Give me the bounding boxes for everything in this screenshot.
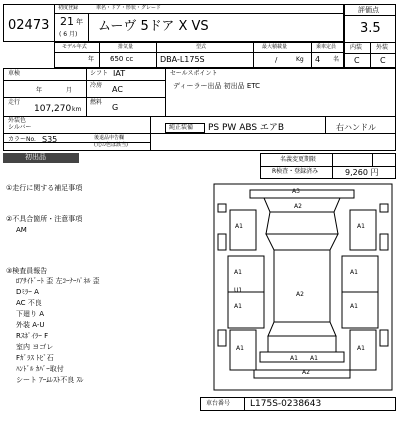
chassis-label: 車台番号 xyxy=(206,400,231,407)
inspection-month-unit: 月 xyxy=(66,87,73,94)
report-item: AC 不良 xyxy=(16,299,42,307)
damage-code: A2 xyxy=(302,369,310,376)
damage-code: U1 xyxy=(234,287,243,294)
repaint-note: (元の色は該当) xyxy=(94,142,128,148)
report-item: Fｶﾞﾗｽ ﾄﾋﾞ石 xyxy=(16,354,54,362)
lot-number: 02473 xyxy=(8,18,50,33)
report-item: 下廻り A xyxy=(16,310,45,318)
registered-value: 9,260 円 xyxy=(345,168,379,177)
report-item: ﾊﾝﾄﾞﾙ ｶﾊﾞｰ取付 xyxy=(16,365,64,373)
damage-code: A1 xyxy=(234,303,242,310)
transfer-deadline-label: 名義変更期限 xyxy=(280,156,317,163)
exterior-color-value: シルバー xyxy=(8,124,32,131)
damage-code: A1 xyxy=(357,223,365,230)
type-label: 型式 xyxy=(196,44,207,50)
damage-code: A1 xyxy=(236,345,244,352)
damage-code: A3 xyxy=(292,188,300,195)
section-mileage-notes: ①走行に関する補足事項 xyxy=(6,184,83,192)
radio-am: AM xyxy=(16,226,27,234)
aircon-value: AC xyxy=(112,85,123,94)
exterior-label: 外装 xyxy=(376,44,389,51)
reg-year-unit: 年 xyxy=(76,18,83,26)
report-item: Dﾐﾗｰ A xyxy=(16,288,39,296)
damage-code: A2 xyxy=(294,203,302,210)
report-item: 外装 A-U xyxy=(16,321,45,329)
aircon-label: 冷房 xyxy=(90,82,103,89)
inspection-label: 車検 xyxy=(8,70,21,77)
score-value: 3.5 xyxy=(360,21,381,36)
type-value: DBA-L175S xyxy=(160,55,205,64)
payload-label: 最大積載量 xyxy=(262,44,288,50)
chassis-number: L175S-0238643 xyxy=(250,399,322,409)
first-listing-badge-text: 初出品 xyxy=(25,153,46,161)
repaint-label: 後退品申告欄 xyxy=(94,135,125,141)
sales-point-label: セールスポイント xyxy=(170,70,218,77)
sales-point-value: ディーラー出品 初出品 ETC xyxy=(173,82,261,90)
report-item: Rｽﾎﾟｲﾗｰ F xyxy=(16,332,49,340)
model-year-unit: 年 xyxy=(88,56,95,63)
color-no-value: S35 xyxy=(42,135,58,144)
shift-label: シフト xyxy=(90,70,109,77)
report-item: シート ｱｰﾑﾚｽﾄ不良 ｽﾚ xyxy=(16,376,84,384)
mileage-label: 走行 xyxy=(8,99,21,106)
interior-grade: C xyxy=(354,56,360,65)
fuel-value: G xyxy=(112,103,119,112)
damage-code: A1 xyxy=(357,345,365,352)
model-year-label: モデル年式 xyxy=(62,44,87,50)
handle-position: 右ハンドル xyxy=(336,123,376,132)
report-item: ﾛｱｻｲﾄﾞｰﾄ 歪 左ｺｰﾅｰﾊﾟﾈﾙ 歪 xyxy=(16,277,100,285)
car-name-label: 車名・ドア・形状・グレード xyxy=(96,5,161,11)
damage-code: A2 xyxy=(296,291,304,298)
displacement-value: 650 cc xyxy=(110,55,134,63)
capacity-unit: 名 xyxy=(333,56,340,63)
damage-code: A1 xyxy=(310,355,318,362)
first-registration-label: 初度登録 xyxy=(58,5,79,11)
fuel-label: 燃料 xyxy=(90,99,103,106)
damage-code: A1 xyxy=(350,303,358,310)
score-label: 評価点 xyxy=(358,6,379,14)
damage-code: A1 xyxy=(290,355,298,362)
section-inspector-report: ③検査員報告 xyxy=(6,267,48,275)
interior-label: 内装 xyxy=(350,44,363,51)
displacement-label: 排気量 xyxy=(118,44,134,50)
car-name: ムーヴ 5ドア X VS xyxy=(98,19,209,34)
damage-code: A1 xyxy=(234,269,242,276)
inspection-year-unit: 年 xyxy=(36,87,43,94)
mileage-value: 107,270 xyxy=(34,104,72,114)
mileage-unit: km xyxy=(72,106,82,113)
payload-unit: Kg xyxy=(296,56,304,63)
equipment-label: 純正装備 xyxy=(169,124,194,131)
reg-year: 21 xyxy=(60,15,74,28)
reg-month: ( 6 月) xyxy=(59,31,78,38)
damage-code: A1 xyxy=(235,223,243,230)
exterior-grade: C xyxy=(380,56,386,65)
registered-label: R検査・登録済み xyxy=(272,168,319,175)
equipment-value: PS PW ABS エアB xyxy=(208,123,285,133)
section-defects: ②不具合箇所・注意事項 xyxy=(6,215,83,223)
report-item: 室内 ヨゴレ xyxy=(16,343,54,351)
color-no-label: カラーNo. xyxy=(8,136,36,143)
capacity-label: 乗車定員 xyxy=(316,44,337,50)
payload-value: / xyxy=(275,56,278,64)
shift-value: IAT xyxy=(113,69,126,78)
car-damage-diagram xyxy=(210,180,396,394)
exterior-color-label: 外装色 xyxy=(8,117,27,124)
capacity-value: 4 xyxy=(315,55,321,64)
damage-code: A1 xyxy=(350,269,358,276)
